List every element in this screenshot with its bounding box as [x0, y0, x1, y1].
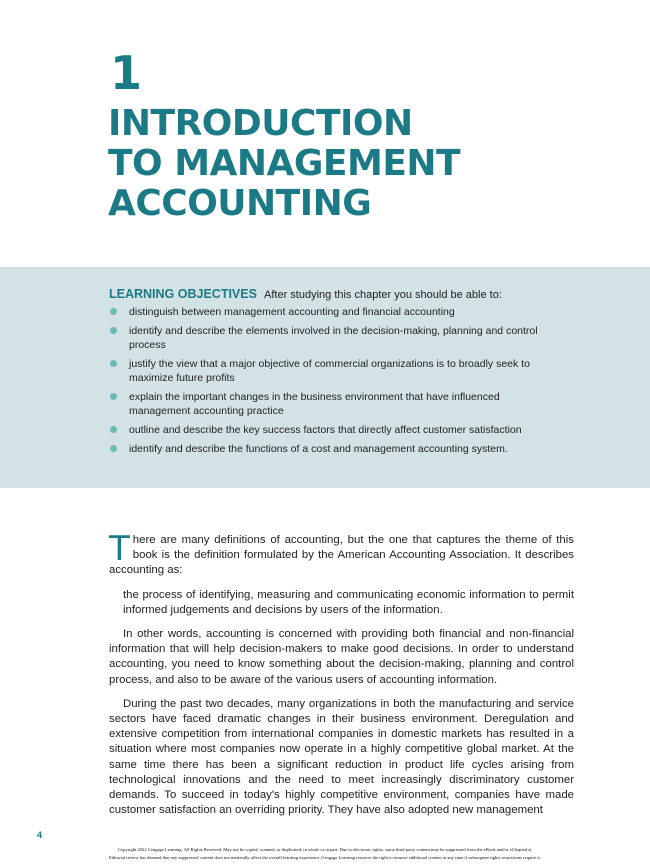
- objective-text: distinguish between management accounting and financial accounting: [129, 306, 455, 318]
- learning-objectives-header: [109, 287, 502, 301]
- bullet-icon: [110, 360, 117, 367]
- page-number: 4: [37, 830, 43, 840]
- objective-text: justify the view that a major objective of commercial organizations is to broadly seek to maximize future profits: [129, 358, 530, 384]
- chapter-title: [108, 104, 460, 224]
- learning-objectives-heading: LEARNING OBJECTIVES: [109, 287, 257, 301]
- objective-item: [109, 305, 559, 319]
- bullet-icon: [110, 393, 117, 400]
- objective-text: identify and describe the functions of a cost and management accounting system.: [129, 443, 508, 455]
- drop-cap: T: [109, 529, 130, 569]
- paragraph-text: here are many definitions of accounting, but the one that captures the theme of this book is the definition formulated by the American Accounting Association. It describes accounting as:: [109, 534, 574, 577]
- objective-item: [109, 442, 559, 456]
- copyright-line: Editorial review has deemed that any suppressed content does not materially affect the overall learning experience. Cengage Learning reserves the right to remove additional content at any time if subsequent rights restrictions require it.: [109, 855, 541, 860]
- objective-item: [109, 423, 559, 437]
- objective-item: [109, 357, 559, 385]
- bullet-icon: [110, 327, 117, 334]
- chapter-title-line: TO MANAGEMENT: [108, 143, 461, 184]
- chapter-title-line: ACCOUNTING: [108, 183, 372, 224]
- bullet-icon: [110, 426, 117, 433]
- paragraph: During the past two decades, many organizations in both the manufacturing and service sectors have faced dramatic changes in their business environment. Deregulation and extensive competition from international companies in domestic markets has resulted in a situation where most companies now operate in a highly competitive global market. At the same time there has been a significant reduction in product life cycles arising from technological innovations and the need to meet increasingly discriminatory customer demands. To succeed in today's highly competitive environment, companies have made customer satisfaction an overriding priority. They have also adopted new management: [109, 697, 574, 817]
- learning-objectives-intro: After studying this chapter you should be able to:: [264, 289, 502, 301]
- definition-quote: the process of identifying, measuring and communicating economic information to permit informed judgements and decisions by users of the information.: [123, 588, 574, 616]
- objective-text: explain the important changes in the business environment that have influenced management accounting practice: [129, 391, 500, 417]
- body-text: [109, 529, 574, 827]
- bullet-icon: [110, 445, 117, 452]
- learning-objectives-list: [109, 305, 559, 461]
- objective-item: [109, 390, 559, 418]
- paragraph: In other words, accounting is concerned with providing both financial and non-financial information that will help decision-makers to make good decisions. In order to understand accounting, you need to know something about the decision-making, planning and control process, and also to be aware of the various users of accounting information.: [109, 628, 574, 686]
- paragraph: [109, 529, 574, 579]
- chapter-number: 1: [110, 46, 143, 100]
- copyright-line: Copyright 2022 Cengage Learning. All Rights Reserved. May not be copied, scanned, or duplicated, in whole or in part. Due to electronic rights, some third party content may be suppressed from the eBook and/or eChapter(s).: [117, 847, 533, 852]
- objective-text: identify and describe the elements involved in the decision-making, planning and control process: [129, 325, 538, 351]
- objective-item: [109, 324, 559, 352]
- bullet-icon: [110, 308, 117, 315]
- chapter-title-line: INTRODUCTION: [108, 103, 413, 144]
- copyright-notice: [20, 846, 630, 862]
- objective-text: outline and describe the key success factors that directly affect customer satisfaction: [129, 424, 522, 436]
